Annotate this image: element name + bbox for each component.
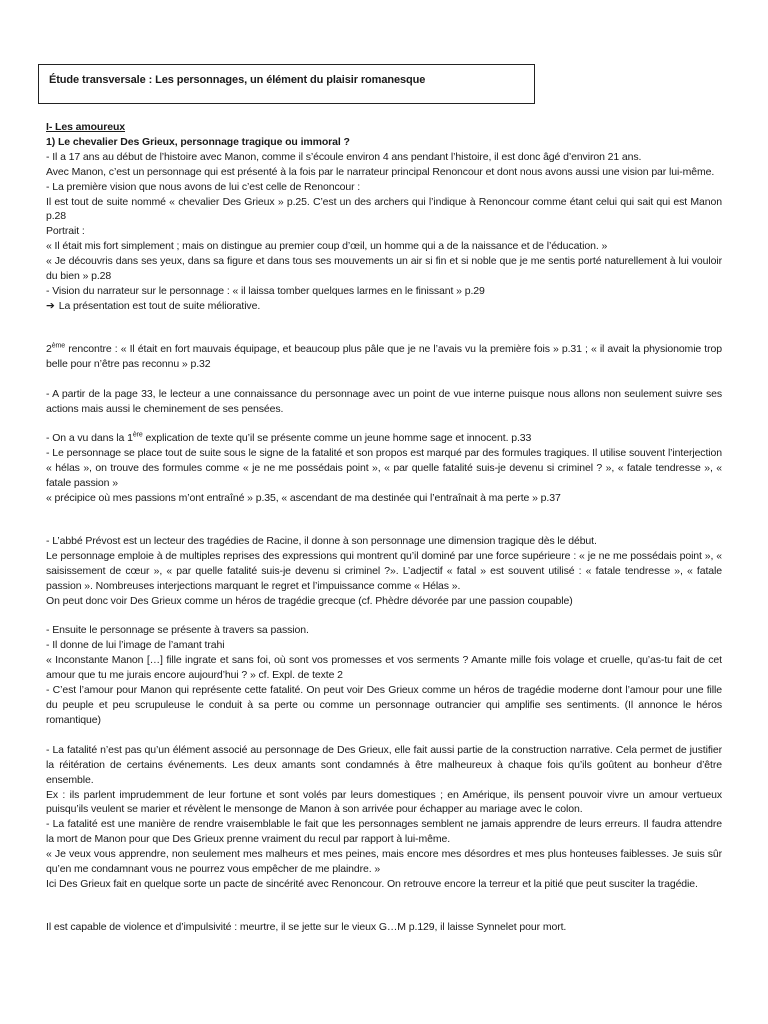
- conclusion-line: [46, 299, 722, 314]
- spacer: [46, 416, 722, 431]
- spacer: [46, 506, 722, 534]
- quote: « précipice où mes passions m’ont entraîné » p.35, « ascendant de ma destinée qui l’entraînait à ma perte » p.37: [46, 492, 561, 505]
- paragraph: - La fatalité est une manière de rendre vraisemblable le fait que les personnages semblent ne jamais apprendre de leurs erreurs. Il faudra attendre la mort de Manon pour que Des Grieux prenne vraiment du recul par rapport à lui-même.: [46, 818, 722, 846]
- paragraph: - A partir de la page 33, le lecteur a une connaissance du personnage avec un point de vue interne puisque nous allons non seulement suivre ses actions mais aussi le cheminement de ses pensées.: [46, 387, 722, 415]
- paragraph: - Il donne de lui l’image de l’amant trahi: [46, 639, 225, 652]
- paragraph: [46, 431, 722, 446]
- document-title: Étude transversale : Les personnages, un élément du plaisir romanesque: [49, 74, 426, 86]
- spacer: [46, 314, 722, 342]
- paragraph: - C’est l’amour pour Manon qui représente cette fatalité. On peut voir Des Grieux comme un héros de tragédie moderne dont l’amour pour une fille du peuple et peu scrupuleuse le conduit à sa perte ou comme un personnage outrancier qui amplifie ses sentiments. (Il annonce le héros romantique): [46, 684, 722, 726]
- arrow-right-icon: ➔: [46, 299, 55, 312]
- paragraph: Ex : ils parlent imprudemment de leur fortune et sont volés par leurs domestiques ; en Amérique, ils pensent pouvoir vivre un amour vertueux puisqu’ils veulent se marier et révèlent le mensonge de Manon à son arrivée pour échapper au mariage avec le colon.: [46, 788, 722, 816]
- spacer: [46, 608, 722, 623]
- paragraph: - L’abbé Prévost est un lecteur des tragédies de Racine, il donne à son personnage une dimension tragique dès le début.: [46, 534, 597, 547]
- paragraph: Le personnage emploie à de multiples reprises des expressions qui montrent qu’il dominé par une force supérieure : « je ne me possédais point », « saisissement de cœur », « par quelle fatalité suis-je devenu si criminel ?». L’adjectif « fatal » est souvent utilisé : « fatale tendresse », « fatale passion ». Nombreuses interjections marquant le regret et l’impuissance comme « Hélas ».: [46, 549, 722, 592]
- quote: « Il était mis fort simplement ; mais on distingue au premier coup d’œil, un homme qui a de la naissance et de l’éducation. »: [46, 240, 608, 253]
- paragraph: Il est tout de suite nommé « chevalier Des Grieux » p.25. C’est un des archers qui l’indique à Renoncour comme étant celui qui sait qui est Manon p.28: [46, 195, 722, 223]
- ordinal-suffix: ème: [51, 342, 66, 350]
- paragraph: - Il a 17 ans au début de l’histoire avec Manon, comme il s’écoule environ 4 ans pendant l’histoire, il est donc âgé d’environ 21 ans.: [46, 150, 642, 163]
- paragraph: Ici Des Grieux fait en quelque sorte un pacte de sincérité avec Renoncour. On retrouve encore la terreur et la pitié que peut susciter la tragédie.: [46, 877, 698, 890]
- spacer: [46, 372, 722, 387]
- conclusion-text: La présentation est tout de suite méliorative.: [58, 299, 261, 312]
- paragraph: - La première vision que nous avons de lui c’est celle de Renoncour :: [46, 180, 361, 193]
- paragraph-text: explication de texte qu’il se présente comme un jeune homme sage et innocent. p.33: [142, 432, 532, 445]
- paragraph: On peut donc voir Des Grieux comme un héros de tragédie grecque (cf. Phèdre dévorée par une passion coupable): [46, 594, 573, 607]
- spacer: [46, 728, 722, 743]
- paragraph-text: - On a vu dans la 1: [46, 432, 133, 445]
- paragraph-text: rencontre : « Il était en fort mauvais équipage, et beaucoup plus pâle que je ne l’avais vu la première fois » p.31 ; « il avait la physionomie trop belle pour n’être pas reconnu » p.32: [46, 342, 722, 370]
- ordinal-suffix: ère: [132, 431, 143, 439]
- section-heading: I- Les amoureux: [46, 121, 126, 133]
- title-box: [38, 64, 535, 104]
- paragraph: - La fatalité n’est pas qu’un élément associé au personnage de Des Grieux, elle fait aussi partie de la construction narrative. Cela permet de justifier la réitération de certains événements. Les deux amants sont condamnés à être malheureux à chaque fois qu’ils goûtent au bonheur d’être ensemble.: [46, 743, 722, 786]
- quote: « Je veux vous apprendre, non seulement mes malheurs et mes peines, mais encore mes désordres et mes plus honteuses faiblesses. Je suis sûr qu’en me condamnant vous ne pourrez vous empêcher de me plaindre. »: [46, 848, 722, 876]
- paragraph: Il est capable de violence et d’impulsivité : meurtre, il se jette sur le vieux G…M p.129, il laisse Synnelet pour mort.: [46, 920, 567, 933]
- paragraph: Avec Manon, c’est un personnage qui est présenté à la fois par le narrateur principal Renoncour et dont nous avons aussi une vision par lui-même.: [46, 165, 715, 178]
- ordinal-number: 2: [46, 342, 52, 355]
- subsection-heading: 1) Le chevalier Des Grieux, personnage tragique ou immoral ?: [46, 135, 350, 148]
- paragraph: - Vision du narrateur sur le personnage : « il laissa tomber quelques larmes en le finissant » p.29: [46, 284, 485, 297]
- paragraph: Portrait :: [46, 225, 85, 238]
- spacer: [46, 892, 722, 920]
- paragraph: - Ensuite le personnage se présente à travers sa passion.: [46, 624, 309, 637]
- quote: « Inconstante Manon […] fille ingrate et sans foi, où sont vos promesses et vos serments ? Amante mille fois volage et cruelle, qu’as-tu fait de cet amour que tu me jurais encore aujourd’hui ? » cf. Expl. de texte 2: [46, 654, 722, 682]
- document-body: [46, 120, 722, 935]
- paragraph: [46, 342, 722, 372]
- paragraph: - Le personnage se place tout de suite sous le signe de la fatalité et son propos est marqué par des formules tragiques. Il utilise souvent l’interjection « hélas », on trouve des formules comme « je ne me possédais point », « par quelle fatalité suis-je devenu si criminel ? », « fatale tendresse », « fatale passion »: [46, 447, 722, 490]
- quote: « Je découvris dans ses yeux, dans sa figure et dans tous ses mouvements un air si fin et si noble que je me sentis porté naturellement à lui vouloir du bien » p.28: [46, 255, 722, 283]
